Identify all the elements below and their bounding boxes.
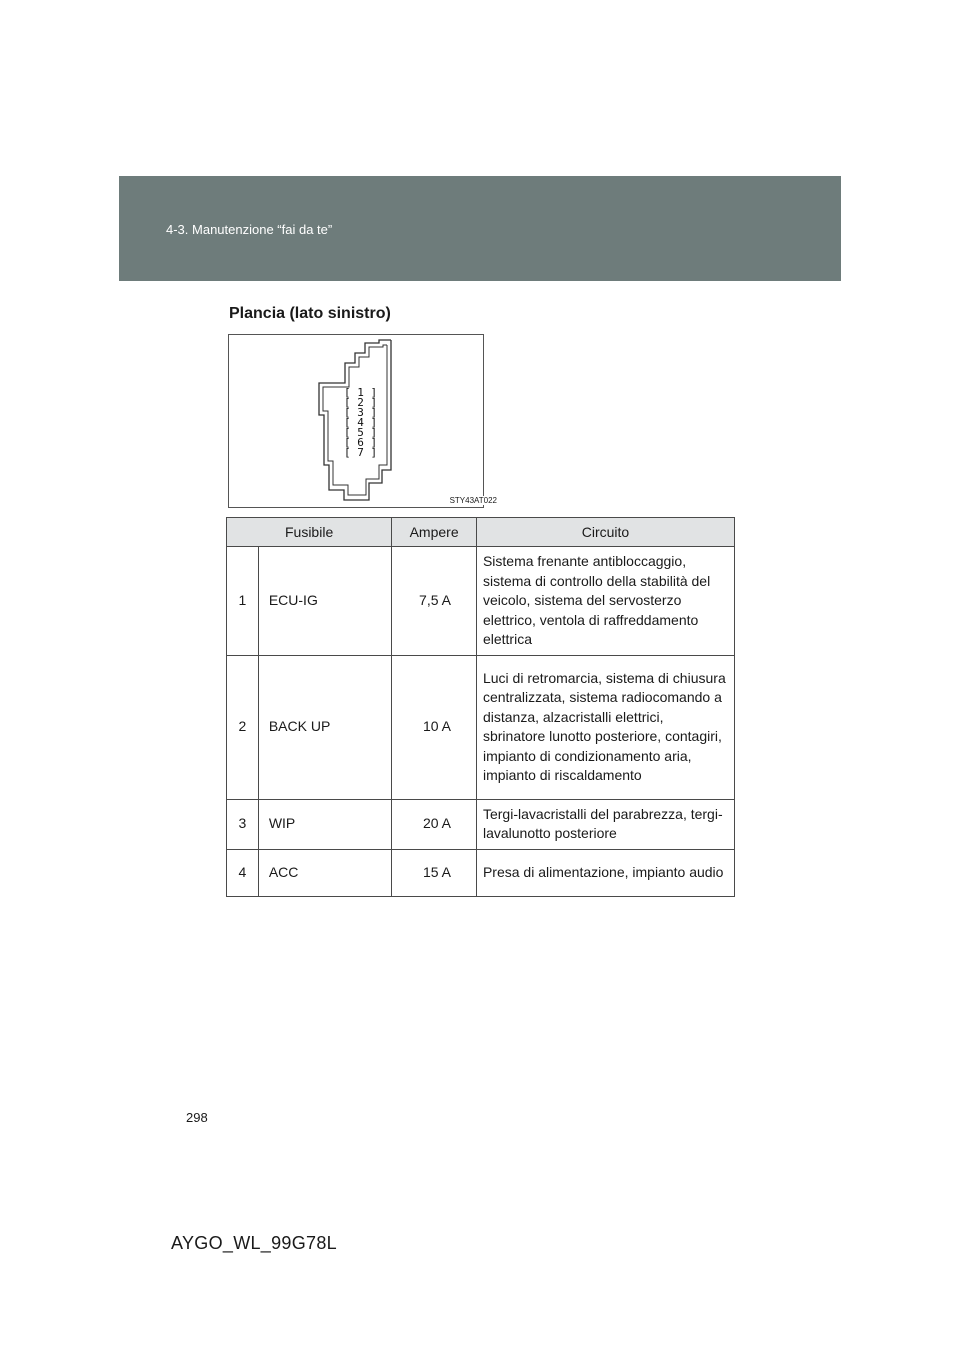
section-title: 4-3. Manutenzione “fai da te” xyxy=(166,222,333,237)
figure-code: STY43AT022 xyxy=(449,496,497,505)
fuse-number: 2 xyxy=(227,655,259,799)
column-header-ampere: Ampere xyxy=(392,518,477,547)
fuse-table xyxy=(226,517,735,897)
table-row xyxy=(227,849,735,896)
fuse-position-label: [ 1 ] xyxy=(344,386,378,399)
table-row xyxy=(227,655,735,799)
fuse-circuit: Sistema frenante antibloccaggio, sistema di controllo della stabilità del veicolo, sistema del servosterzo elettrico, ventola di raffreddamento elettrica xyxy=(476,547,734,656)
fuse-ampere: 7,5 A xyxy=(392,547,477,656)
fuse-name: BACK UP xyxy=(258,655,391,799)
column-header-fusibile: Fusibile xyxy=(227,518,392,547)
fuse-position-label: [ 5 ] xyxy=(344,426,378,439)
fuse-name: ACC xyxy=(258,849,391,896)
document-code: AYGO_WL_99G78L xyxy=(171,1233,337,1253)
section-header-band xyxy=(119,176,841,281)
table-header-row xyxy=(227,518,735,547)
fuse-number: 4 xyxy=(227,849,259,896)
fuse-name: WIP xyxy=(258,799,391,849)
fuse-number: 1 xyxy=(227,547,259,656)
fuse-box-figure xyxy=(228,334,497,508)
table-row xyxy=(227,799,735,849)
fuse-position-label: [ 2 ] xyxy=(344,396,378,409)
fuse-circuit: Luci di retromarcia, sistema di chiusura centralizzata, sistema radiocomando a distanza, alzacristalli elettrici, sbrinatore lunotto posteriore, contagiri, impianto di condizionamento aria, impianto di riscaldamento xyxy=(476,655,734,799)
fuse-number: 3 xyxy=(227,799,259,849)
fuse-ampere: 20 A xyxy=(392,799,477,849)
fuse-position-label: [ 3 ] xyxy=(344,406,378,419)
page-number: 298 xyxy=(186,1110,208,1125)
column-header-circuito: Circuito xyxy=(476,518,734,547)
fuse-ampere: 15 A xyxy=(392,849,477,896)
fuse-name: ECU-IG xyxy=(258,547,391,656)
fuse-position-label: [ 4 ] xyxy=(344,416,378,429)
page-subtitle: Plancia (lato sinistro) xyxy=(229,305,391,322)
fuse-box-outline-illustration xyxy=(229,335,485,509)
fuse-position-label: [ 7 ] xyxy=(344,446,378,459)
fuse-ampere: 10 A xyxy=(392,655,477,799)
fuse-circuit: Tergi-lavacristalli del parabrezza, tergi-lavalunotto posteriore xyxy=(476,799,734,849)
table-row xyxy=(227,547,735,656)
fuse-circuit: Presa di alimentazione, impianto audio xyxy=(476,849,734,896)
fuse-position-label: [ 6 ] xyxy=(344,436,378,449)
